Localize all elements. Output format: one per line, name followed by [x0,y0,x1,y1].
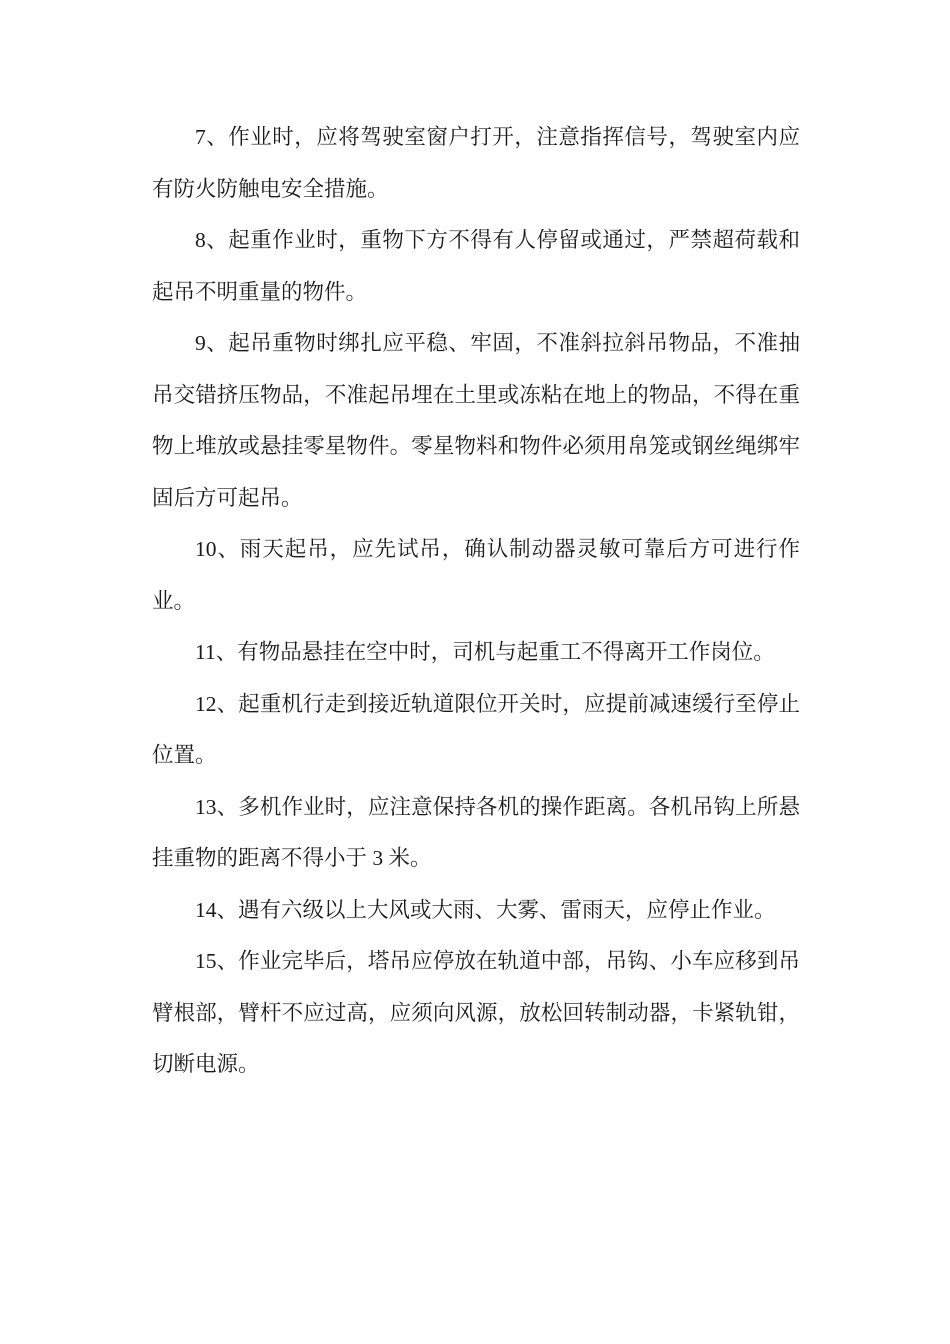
paragraph-item-11: 11、有物品悬挂在空中时，司机与起重工不得离开工作岗位。 [195,640,775,664]
paragraph-item-8: 8、起重作业时，重物下方不得有人停留或通过，严禁超荷载和起吊不明重量的物件。 [152,228,800,304]
document-body [152,112,800,1091]
paragraph-item-13: 13、多机作业时，应注意保持各机的操作距离。各机吊钩上所悬挂重物的距离不得小于 3 米。 [152,794,800,870]
paragraph-item-9: 9、起吊重物时绑扎应平稳、牢固，不准斜拉斜吊物品，不准抽吊交错挤压物品，不准起吊埋在土里或冻粘在地上的物品，不得在重物上堆放或悬挂零星物件。零星物料和物件必须用帛笼或钢丝绳绑牢固后方可起吊。 [152,331,800,510]
paragraph-item-7: 7、作业时，应将驾驶室窗户打开，注意指挥信号，驾驶室内应有防火防触电安全措施。 [152,125,800,201]
paragraph-item-12: 12、起重机行走到接近轨道限位开关时，应提前减速缓行至停止位置。 [152,691,800,767]
paragraph-item-14: 14、遇有六级以上大风或大雨、大雾、雷雨天，应停止作业。 [195,897,776,922]
paragraph-item-15: 15、作业完毕后，塔吊应停放在轨道中部，吊钩、小车应移到吊臂根部，臂杆不应过高，应须向风源，放松回转制动器，卡紧轨钳，切断电源。 [152,949,800,1076]
paragraph-item-10: 10、雨天起吊，应先试吊，确认制动器灵敏可靠后方可进行作业。 [152,537,800,613]
